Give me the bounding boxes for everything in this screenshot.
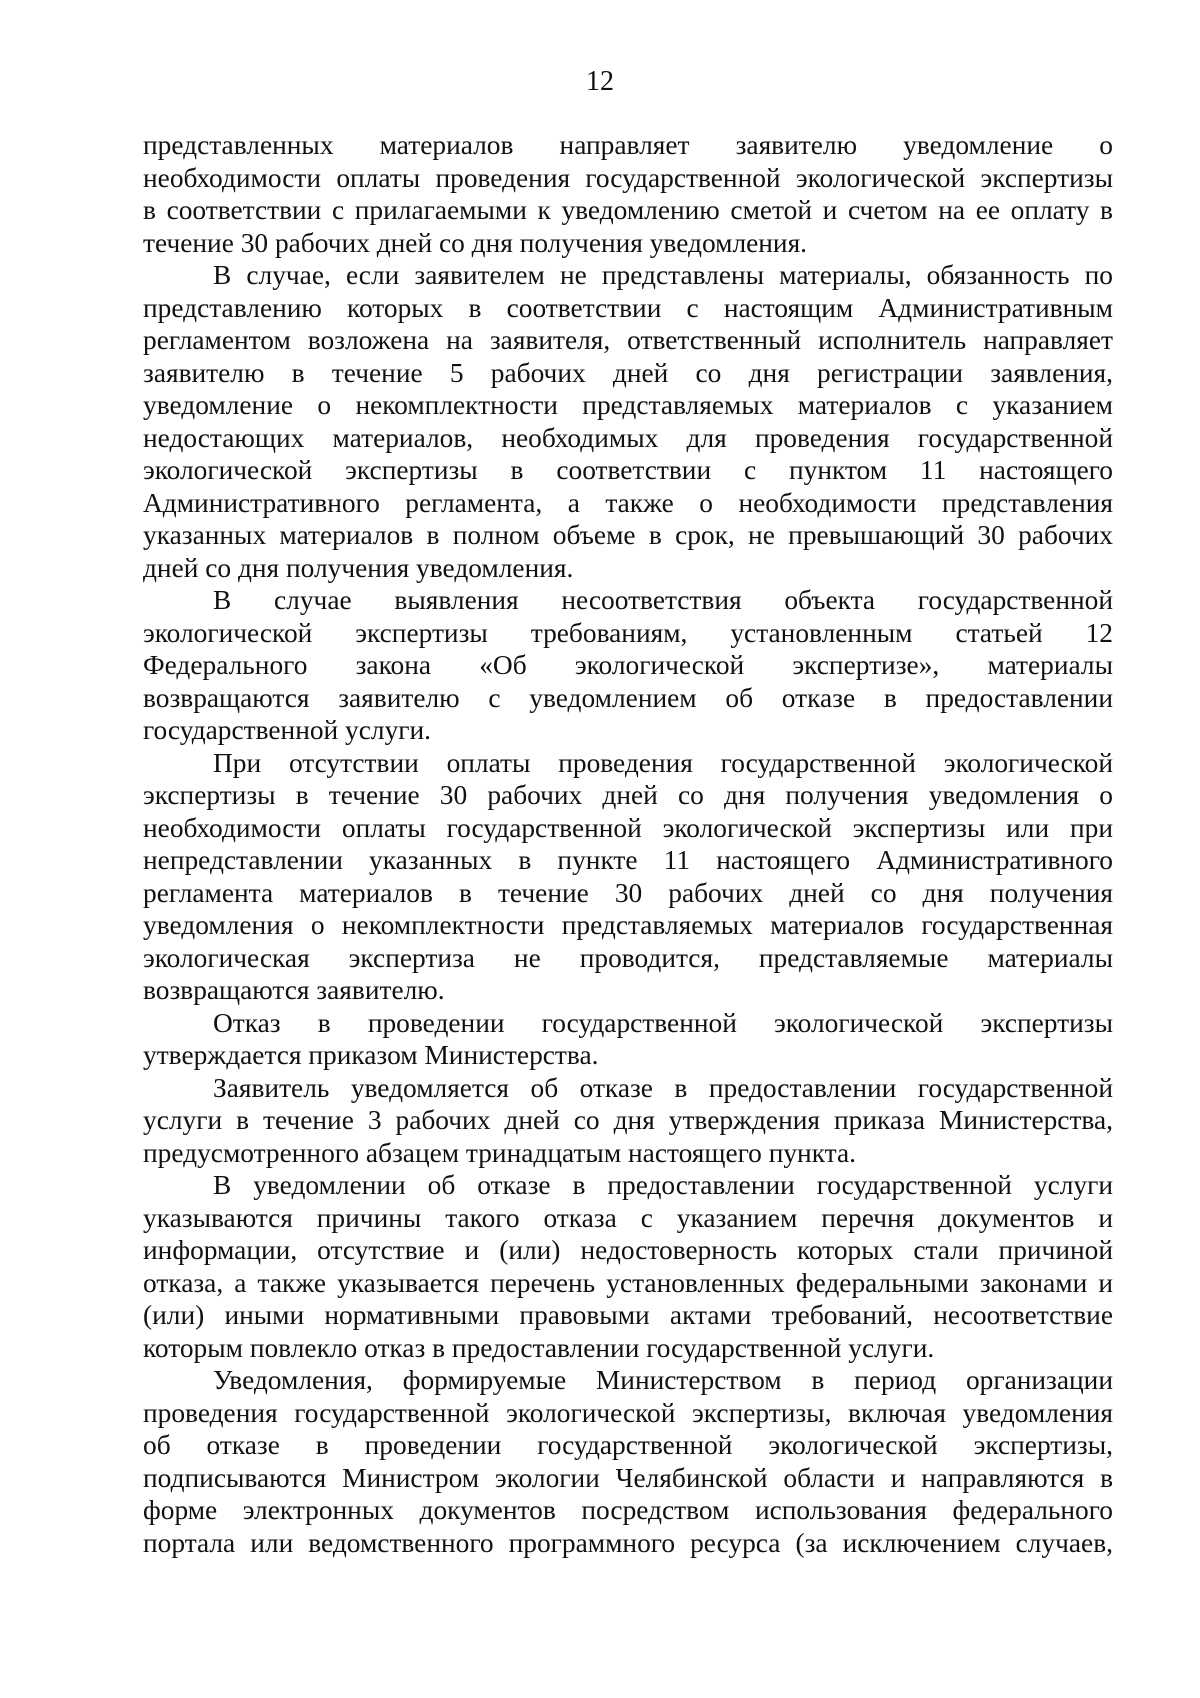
- text-line: портала или ведомственного программного ресурса (за исключением случаев,: [143, 1527, 1113, 1558]
- text-line: уведомления о некомплектности представляемых материалов государственная: [143, 910, 1113, 940]
- text-line: государственной услуги.: [143, 715, 432, 745]
- text-line: об отказе в проведении государственной экологической экспертизы,: [143, 1430, 1113, 1460]
- text-line: возвращаются заявителю.: [143, 975, 445, 1005]
- text-line: регламента материалов в течение 30 рабочих дней со дня получения: [143, 877, 1113, 908]
- text-line: непредставлении указанных в пункте 11 настоящего Административного: [143, 845, 1113, 875]
- text-line: регламентом возложена на заявителя, ответственный исполнитель направляет: [143, 325, 1113, 355]
- text-line: информации, отсутствие и (или) недостоверность которых стали причиной: [143, 1235, 1113, 1265]
- text-line: проведения государственной экологической экспертизы, включая уведомления: [143, 1397, 1113, 1428]
- text-line: дней со дня получения уведомления.: [143, 552, 574, 583]
- text-line: Заявитель уведомляется об отказе в предоставлении государственной: [213, 1072, 1113, 1103]
- text-line: в соответствии с прилагаемыми к уведомлению сметой и счетом на ее оплату в: [143, 195, 1113, 225]
- page-number: 12: [586, 66, 614, 97]
- text-line: услуги в течение 3 рабочих дней со дня утверждения приказа Министерства,: [143, 1105, 1113, 1135]
- text-line: утверждается приказом Министерства.: [143, 1040, 599, 1070]
- text-line: В уведомлении об отказе в предоставлении государственной услуги: [213, 1170, 1113, 1200]
- text-line: указываются причины такого отказа с указанием перечня документов и: [143, 1202, 1113, 1233]
- text-line: (или) иными нормативными правовыми актами требований, несоответствие: [143, 1300, 1113, 1330]
- text-line: необходимости оплаты государственной экологической экспертизы или при: [143, 812, 1113, 843]
- text-line: отказа, а также указывается перечень установленных федеральными законами и: [143, 1267, 1113, 1298]
- text-line: Отказ в проведении государственной экологической экспертизы: [213, 1007, 1113, 1038]
- text-line: заявителю в течение 5 рабочих дней со дня регистрации заявления,: [143, 357, 1113, 388]
- text-line: подписываются Министром экологии Челябинской области и направляются в: [143, 1462, 1113, 1493]
- document-body: [143, 129, 1113, 1559]
- text-line: Административного регламента, а также о необходимости представления: [143, 487, 1113, 518]
- text-line: экспертизы в течение 30 рабочих дней со дня получения уведомления о: [143, 780, 1113, 810]
- text-line: Уведомления, формируемые Министерством в период организации: [213, 1365, 1113, 1395]
- text-line: предусмотренного абзацем тринадцатым настоящего пункта.: [143, 1137, 856, 1168]
- text-line: экологической экспертизы в соответствии с пунктом 11 настоящего: [143, 455, 1113, 485]
- text-line: возвращаются заявителю с уведомлением об отказе в предоставлении: [143, 682, 1113, 713]
- text-line: В случае, если заявителем не представлены материалы, обязанность по: [213, 260, 1113, 290]
- text-line: представлению которых в соответствии с настоящим Административным: [143, 292, 1113, 323]
- text-line: уведомление о некомплектности представляемых материалов с указанием: [143, 390, 1113, 420]
- text-line: Федерального закона «Об экологической экспертизе», материалы: [143, 650, 1113, 680]
- text-line: экологической экспертизы требованиям, установленным статьей 12: [143, 617, 1113, 648]
- text-line: При отсутствии оплаты проведения государственной экологической: [213, 747, 1113, 778]
- text-line: форме электронных документов посредством использования федерального: [143, 1495, 1113, 1525]
- text-line: представленных материалов направляет заявителю уведомление о: [143, 130, 1113, 160]
- text-line: течение 30 рабочих дней со дня получения уведомления.: [143, 227, 808, 258]
- text-line: недостающих материалов, необходимых для проведения государственной: [143, 422, 1113, 453]
- text-line: необходимости оплаты проведения государственной экологической экспертизы: [143, 162, 1113, 193]
- text-line: указанных материалов в полном объеме в срок, не превышающий 30 рабочих: [143, 520, 1113, 550]
- text-line: которым повлекло отказ в предоставлении государственной услуги.: [143, 1332, 935, 1363]
- text-line: экологическая экспертиза не проводится, представляемые материалы: [143, 942, 1113, 973]
- text-line: В случае выявления несоответствия объекта государственной: [213, 585, 1113, 615]
